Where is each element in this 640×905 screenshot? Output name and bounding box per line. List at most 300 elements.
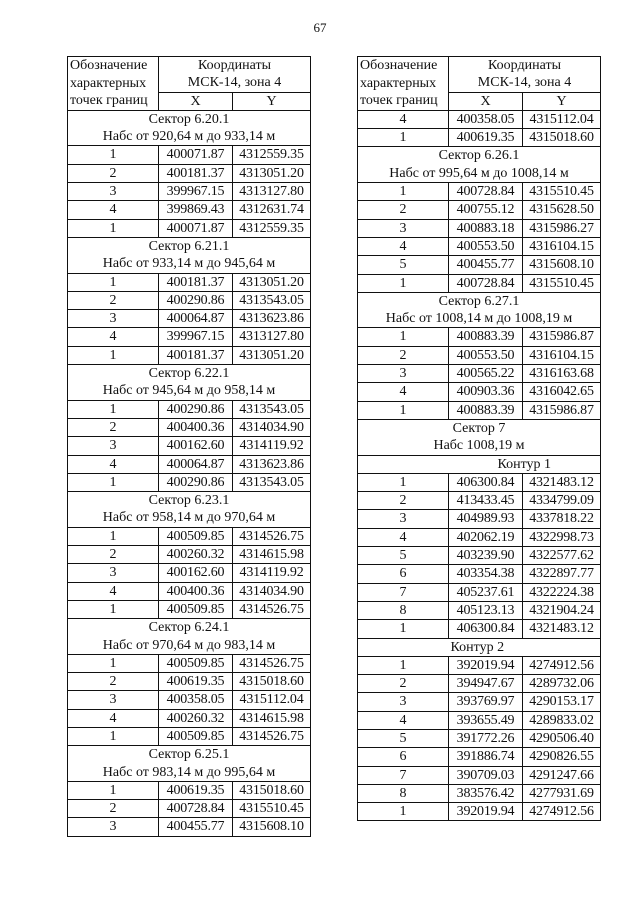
y-coordinate: 4313543.05 <box>233 473 311 491</box>
y-coordinate: 4315510.45 <box>523 183 601 201</box>
coordinate-row <box>358 601 601 619</box>
header-designation-line: Обозначение <box>358 57 449 75</box>
x-coordinate: 400619.35 <box>159 673 233 691</box>
coordinate-row <box>68 291 311 309</box>
contour-spacer <box>358 455 449 473</box>
y-coordinate: 4322224.38 <box>523 583 601 601</box>
x-coordinate: 400553.50 <box>449 237 523 255</box>
x-coordinate: 400619.35 <box>159 781 233 799</box>
sector-title-row <box>68 619 311 637</box>
y-coordinate: 4316104.15 <box>523 237 601 255</box>
coordinate-row <box>68 183 311 201</box>
y-coordinate: 4274912.56 <box>523 656 601 674</box>
coordinate-row <box>358 110 601 128</box>
point-number: 1 <box>68 727 159 745</box>
point-number: 1 <box>68 527 159 545</box>
point-number: 2 <box>68 418 159 436</box>
point-number: 3 <box>68 564 159 582</box>
y-coordinate: 4321483.12 <box>523 473 601 491</box>
y-coordinate: 4313051.20 <box>233 346 311 364</box>
sector-subtitle-row <box>358 437 601 455</box>
x-coordinate: 400290.86 <box>159 473 233 491</box>
x-coordinate: 405237.61 <box>449 583 523 601</box>
x-coordinate: 400290.86 <box>159 400 233 418</box>
x-coordinate: 400260.32 <box>159 709 233 727</box>
coordinate-row <box>358 583 601 601</box>
sector-title-row <box>358 292 601 310</box>
x-coordinate: 400728.84 <box>449 274 523 292</box>
y-coordinate: 4314615.98 <box>233 546 311 564</box>
y-coordinate: 4314034.90 <box>233 418 311 436</box>
header-designation-line: точек границ <box>358 92 449 110</box>
y-coordinate: 4315112.04 <box>523 110 601 128</box>
point-number: 3 <box>68 437 159 455</box>
sector-title: Сектор 6.21.1 <box>68 237 311 255</box>
y-coordinate: 4314034.90 <box>233 582 311 600</box>
x-coordinate: 404989.93 <box>449 510 523 528</box>
header-row <box>358 92 601 110</box>
y-coordinate: 4315510.45 <box>233 800 311 818</box>
coordinate-row <box>68 400 311 418</box>
coordinate-row <box>68 201 311 219</box>
y-coordinate: 4337818.22 <box>523 510 601 528</box>
point-number: 1 <box>68 600 159 618</box>
sector-title-row <box>68 365 311 383</box>
header-designation-line: Обозначение <box>68 57 159 75</box>
y-coordinate: 4314119.92 <box>233 564 311 582</box>
y-coordinate: 4313543.05 <box>233 291 311 309</box>
x-coordinate: 394947.67 <box>449 675 523 693</box>
x-coordinate: 400509.85 <box>159 527 233 545</box>
coordinate-row <box>68 727 311 745</box>
point-number: 1 <box>68 400 159 418</box>
header-designation-line: точек границ <box>68 92 159 110</box>
x-coordinate: 400509.85 <box>159 654 233 672</box>
point-number: 3 <box>358 693 449 711</box>
coordinate-row <box>68 527 311 545</box>
coordinate-row <box>358 365 601 383</box>
header-coordinates-line: Координаты <box>449 57 601 75</box>
x-coordinate: 406300.84 <box>449 620 523 638</box>
point-number: 2 <box>68 546 159 564</box>
point-number: 3 <box>68 691 159 709</box>
header-row <box>68 74 311 92</box>
point-number: 4 <box>358 528 449 546</box>
point-number: 1 <box>68 273 159 291</box>
point-number: 2 <box>358 675 449 693</box>
point-number: 4 <box>68 582 159 600</box>
point-number: 4 <box>68 709 159 727</box>
coordinate-row <box>68 582 311 600</box>
point-number: 4 <box>68 455 159 473</box>
coordinate-row <box>358 803 601 821</box>
header-x: X <box>449 92 523 110</box>
sector-subtitle-row <box>358 165 601 183</box>
point-number: 1 <box>68 146 159 164</box>
coordinate-row <box>68 146 311 164</box>
point-number: 1 <box>358 129 449 147</box>
point-number: 8 <box>358 784 449 802</box>
point-number: 1 <box>358 328 449 346</box>
point-number: 4 <box>358 383 449 401</box>
point-number: 1 <box>358 656 449 674</box>
point-number: 5 <box>358 547 449 565</box>
y-coordinate: 4322897.77 <box>523 565 601 583</box>
coordinate-row <box>358 528 601 546</box>
x-coordinate: 400728.84 <box>449 183 523 201</box>
y-coordinate: 4314526.75 <box>233 727 311 745</box>
y-coordinate: 4314119.92 <box>233 437 311 455</box>
point-number: 2 <box>358 492 449 510</box>
point-number: 6 <box>358 748 449 766</box>
coordinate-row <box>358 383 601 401</box>
y-coordinate: 4314615.98 <box>233 709 311 727</box>
x-coordinate: 400619.35 <box>449 129 523 147</box>
x-coordinate: 391886.74 <box>449 748 523 766</box>
y-coordinate: 4314526.75 <box>233 654 311 672</box>
x-coordinate: 400509.85 <box>159 727 233 745</box>
x-coordinate: 403239.90 <box>449 547 523 565</box>
y-coordinate: 4316042.65 <box>523 383 601 401</box>
point-number: 3 <box>358 365 449 383</box>
x-coordinate: 402062.19 <box>449 528 523 546</box>
sector-title: Сектор 6.20.1 <box>68 110 311 128</box>
point-number: 4 <box>358 711 449 729</box>
sector-subtitle: Набс от 945,64 м до 958,14 м <box>68 382 311 400</box>
point-number: 1 <box>68 654 159 672</box>
coordinates-table-right <box>357 56 601 821</box>
coordinate-row <box>68 654 311 672</box>
point-number: 2 <box>68 800 159 818</box>
coordinate-row <box>68 455 311 473</box>
point-number: 1 <box>68 781 159 799</box>
coordinate-row <box>68 328 311 346</box>
y-coordinate: 4289833.02 <box>523 711 601 729</box>
sector-subtitle: Набс от 958,14 м до 970,64 м <box>68 509 311 527</box>
y-coordinate: 4314526.75 <box>233 527 311 545</box>
point-number: 1 <box>68 473 159 491</box>
x-coordinate: 405123.13 <box>449 601 523 619</box>
coordinate-row <box>358 237 601 255</box>
sector-subtitle: Набс от 983,14 м до 995,64 м <box>68 764 311 782</box>
coordinate-row <box>68 219 311 237</box>
sector-subtitle-row <box>68 509 311 527</box>
y-coordinate: 4315608.10 <box>523 256 601 274</box>
contour-spacer <box>358 638 449 656</box>
sector-title: Сектор 6.24.1 <box>68 619 311 637</box>
coordinate-row <box>68 818 311 836</box>
x-coordinate: 400455.77 <box>449 256 523 274</box>
y-coordinate: 4321904.24 <box>523 601 601 619</box>
x-coordinate: 406300.84 <box>449 473 523 491</box>
y-coordinate: 4312559.35 <box>233 146 311 164</box>
sector-subtitle: Набс 1008,19 м <box>358 437 601 455</box>
y-coordinate: 4277931.69 <box>523 784 601 802</box>
point-number: 1 <box>358 274 449 292</box>
y-coordinate: 4290153.17 <box>523 693 601 711</box>
sector-subtitle-row <box>68 128 311 146</box>
y-coordinate: 4314526.75 <box>233 600 311 618</box>
coordinate-row <box>68 273 311 291</box>
page-number: 67 <box>313 20 327 35</box>
y-coordinate: 4312631.74 <box>233 201 311 219</box>
y-coordinate: 4313127.80 <box>233 183 311 201</box>
sector-title: Сектор 6.23.1 <box>68 492 311 510</box>
coordinate-row <box>68 310 311 328</box>
y-coordinate: 4289732.06 <box>523 675 601 693</box>
x-coordinate: 399869.43 <box>159 201 233 219</box>
y-coordinate: 4316104.15 <box>523 346 601 364</box>
y-coordinate: 4313127.80 <box>233 328 311 346</box>
coordinate-row <box>358 328 601 346</box>
y-coordinate: 4315510.45 <box>523 274 601 292</box>
header-y: Y <box>233 92 311 110</box>
sector-title-row <box>68 492 311 510</box>
point-number: 4 <box>68 328 159 346</box>
y-coordinate: 4315018.60 <box>233 673 311 691</box>
point-number: 2 <box>68 164 159 182</box>
sector-subtitle-row <box>68 764 311 782</box>
x-coordinate: 400358.05 <box>449 110 523 128</box>
sector-title-row <box>358 419 601 437</box>
coordinate-row <box>68 437 311 455</box>
sector-title: Сектор 7 <box>358 419 601 437</box>
coordinate-row <box>68 546 311 564</box>
sector-subtitle: Набс от 995,64 м до 1008,14 м <box>358 165 601 183</box>
point-number: 7 <box>358 766 449 784</box>
coordinate-row <box>358 547 601 565</box>
coordinate-row <box>68 800 311 818</box>
header-y: Y <box>523 92 601 110</box>
x-coordinate: 392019.94 <box>449 656 523 674</box>
coordinate-row <box>68 564 311 582</box>
y-coordinate: 4313051.20 <box>233 164 311 182</box>
point-number: 1 <box>358 183 449 201</box>
x-coordinate: 400883.39 <box>449 328 523 346</box>
y-coordinate: 4313051.20 <box>233 273 311 291</box>
x-coordinate: 400509.85 <box>159 600 233 618</box>
sector-subtitle: Набс от 933,14 м до 945,64 м <box>68 255 311 273</box>
x-coordinate: 390709.03 <box>449 766 523 784</box>
x-coordinate: 400455.77 <box>159 818 233 836</box>
x-coordinate: 393769.97 <box>449 693 523 711</box>
y-coordinate: 4313623.86 <box>233 310 311 328</box>
x-coordinate: 400181.37 <box>159 346 233 364</box>
point-number: 1 <box>68 219 159 237</box>
x-coordinate: 400064.87 <box>159 455 233 473</box>
coordinate-row <box>68 691 311 709</box>
point-number: 3 <box>68 310 159 328</box>
x-coordinate: 392019.94 <box>449 803 523 821</box>
coordinate-row <box>358 748 601 766</box>
x-coordinate: 391772.26 <box>449 729 523 747</box>
point-number: 7 <box>358 583 449 601</box>
y-coordinate: 4290826.55 <box>523 748 601 766</box>
coordinate-row <box>358 784 601 802</box>
point-number: 2 <box>358 201 449 219</box>
point-number: 4 <box>358 237 449 255</box>
coordinate-row <box>358 129 601 147</box>
coordinate-row <box>68 346 311 364</box>
y-coordinate: 4315986.27 <box>523 219 601 237</box>
contour-row <box>358 638 601 656</box>
header-x: X <box>159 92 233 110</box>
point-number: 3 <box>68 818 159 836</box>
coordinate-row <box>68 418 311 436</box>
x-coordinate: 400181.37 <box>159 273 233 291</box>
sector-subtitle-row <box>358 310 601 328</box>
x-coordinate: 400553.50 <box>449 346 523 364</box>
point-number: 4 <box>68 201 159 219</box>
sector-title: Сектор 6.25.1 <box>68 746 311 764</box>
coordinate-row <box>358 274 601 292</box>
y-coordinate: 4321483.12 <box>523 620 601 638</box>
point-number: 3 <box>358 510 449 528</box>
y-coordinate: 4313543.05 <box>233 400 311 418</box>
coordinate-row <box>358 219 601 237</box>
x-coordinate: 399967.15 <box>159 183 233 201</box>
header-coordinates-line: Координаты <box>159 57 311 75</box>
y-coordinate: 4316163.68 <box>523 365 601 383</box>
sector-subtitle-row <box>68 382 311 400</box>
x-coordinate: 400162.60 <box>159 437 233 455</box>
y-coordinate: 4315018.60 <box>233 781 311 799</box>
sector-title: Сектор 6.27.1 <box>358 292 601 310</box>
coordinate-row <box>358 766 601 784</box>
header-designation-line: характерных <box>358 74 449 92</box>
coordinate-row <box>68 473 311 491</box>
point-number: 1 <box>358 803 449 821</box>
coordinate-row <box>358 256 601 274</box>
coordinate-row <box>358 346 601 364</box>
coordinate-row <box>358 565 601 583</box>
coordinates-table-left <box>67 56 311 837</box>
point-number: 6 <box>358 565 449 583</box>
x-coordinate: 400071.87 <box>159 146 233 164</box>
coordinate-row <box>358 693 601 711</box>
x-coordinate: 383576.42 <box>449 784 523 802</box>
header-row <box>358 74 601 92</box>
sector-title-row <box>358 147 601 165</box>
sector-title-row <box>68 110 311 128</box>
coordinate-row <box>68 673 311 691</box>
x-coordinate: 399967.15 <box>159 328 233 346</box>
x-coordinate: 400290.86 <box>159 291 233 309</box>
coordinate-row <box>358 492 601 510</box>
point-number: 5 <box>358 729 449 747</box>
point-number: 2 <box>68 673 159 691</box>
sector-subtitle: Набс от 970,64 м до 983,14 м <box>68 637 311 655</box>
x-coordinate: 400565.22 <box>449 365 523 383</box>
point-number: 4 <box>358 110 449 128</box>
coordinate-row <box>68 781 311 799</box>
x-coordinate: 400071.87 <box>159 219 233 237</box>
y-coordinate: 4291247.66 <box>523 766 601 784</box>
coordinate-row <box>358 201 601 219</box>
header-row <box>68 57 311 75</box>
contour-label: Контур 1 <box>449 455 601 473</box>
y-coordinate: 4315628.50 <box>523 201 601 219</box>
y-coordinate: 4322998.73 <box>523 528 601 546</box>
coordinate-row <box>68 709 311 727</box>
y-coordinate: 4315986.87 <box>523 328 601 346</box>
x-coordinate: 400064.87 <box>159 310 233 328</box>
y-coordinate: 4322577.62 <box>523 547 601 565</box>
x-coordinate: 400903.36 <box>449 383 523 401</box>
coordinate-row <box>358 675 601 693</box>
x-coordinate: 400181.37 <box>159 164 233 182</box>
coordinate-row <box>358 729 601 747</box>
y-coordinate: 4274912.56 <box>523 803 601 821</box>
sector-subtitle-row <box>68 255 311 273</box>
sector-subtitle: Набс от 1008,14 м до 1008,19 м <box>358 310 601 328</box>
sector-subtitle: Набс от 920,64 м до 933,14 м <box>68 128 311 146</box>
x-coordinate: 400162.60 <box>159 564 233 582</box>
coordinate-row <box>68 600 311 618</box>
header-row <box>68 92 311 110</box>
point-number: 3 <box>68 183 159 201</box>
point-number: 1 <box>358 401 449 419</box>
point-number: 1 <box>358 473 449 491</box>
sector-title: Сектор 6.26.1 <box>358 147 601 165</box>
point-number: 2 <box>358 346 449 364</box>
header-designation-line: характерных <box>68 74 159 92</box>
sector-subtitle-row <box>68 637 311 655</box>
coordinate-row <box>358 711 601 729</box>
y-coordinate: 4290506.40 <box>523 729 601 747</box>
coordinate-row <box>358 510 601 528</box>
point-number: 3 <box>358 219 449 237</box>
y-coordinate: 4315986.87 <box>523 401 601 419</box>
y-coordinate: 4315112.04 <box>233 691 311 709</box>
point-number: 1 <box>68 346 159 364</box>
x-coordinate: 400728.84 <box>159 800 233 818</box>
sector-title-row <box>68 237 311 255</box>
x-coordinate: 400400.36 <box>159 418 233 436</box>
y-coordinate: 4315018.60 <box>523 129 601 147</box>
x-coordinate: 400883.18 <box>449 219 523 237</box>
contour-row <box>358 455 601 473</box>
y-coordinate: 4334799.09 <box>523 492 601 510</box>
contour-label: Контур 2 <box>449 638 601 656</box>
coordinate-row <box>358 183 601 201</box>
header-coordinates-line: МСК-14, зона 4 <box>159 74 311 92</box>
sector-title: Сектор 6.22.1 <box>68 365 311 383</box>
coordinate-row <box>68 164 311 182</box>
header-coordinates-line: МСК-14, зона 4 <box>449 74 601 92</box>
x-coordinate: 400260.32 <box>159 546 233 564</box>
coordinate-row <box>358 620 601 638</box>
point-number: 8 <box>358 601 449 619</box>
point-number: 1 <box>358 620 449 638</box>
point-number: 5 <box>358 256 449 274</box>
x-coordinate: 400400.36 <box>159 582 233 600</box>
sector-title-row <box>68 746 311 764</box>
x-coordinate: 400883.39 <box>449 401 523 419</box>
coordinate-row <box>358 656 601 674</box>
x-coordinate: 403354.38 <box>449 565 523 583</box>
y-coordinate: 4313623.86 <box>233 455 311 473</box>
header-row <box>358 57 601 75</box>
x-coordinate: 413433.45 <box>449 492 523 510</box>
y-coordinate: 4315608.10 <box>233 818 311 836</box>
x-coordinate: 400755.12 <box>449 201 523 219</box>
x-coordinate: 393655.49 <box>449 711 523 729</box>
point-number: 2 <box>68 291 159 309</box>
coordinate-row <box>358 473 601 491</box>
x-coordinate: 400358.05 <box>159 691 233 709</box>
coordinate-row <box>358 401 601 419</box>
